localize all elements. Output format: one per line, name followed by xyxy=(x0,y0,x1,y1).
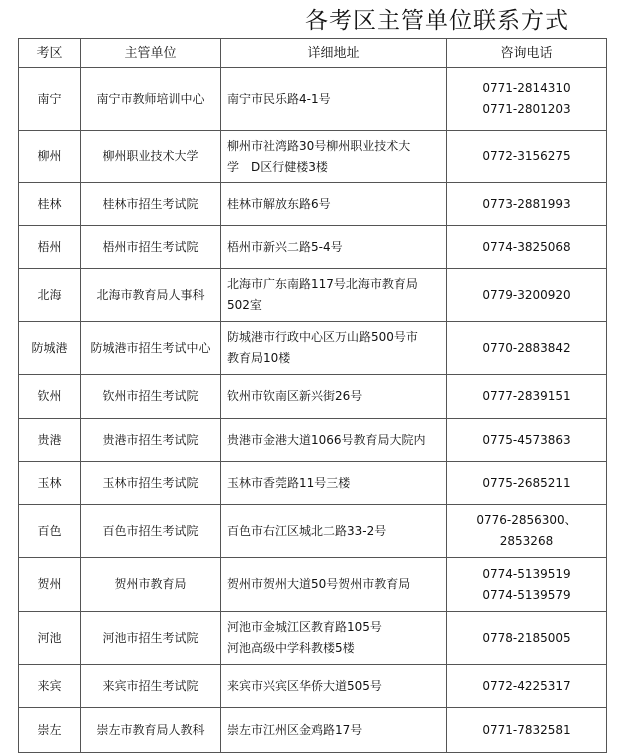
phone-number: 0773-2881993 xyxy=(482,196,571,211)
table-header-row xyxy=(19,39,607,68)
cell-phone xyxy=(447,505,607,558)
table-row xyxy=(19,131,607,183)
cell-address xyxy=(221,375,447,419)
table-row xyxy=(19,269,607,322)
table-row xyxy=(19,612,607,665)
phone-number: 0771-2814310 xyxy=(482,81,571,95)
cell-phone xyxy=(447,131,607,183)
cell-address xyxy=(221,665,447,708)
cell-unit: 崇左市教育局人教科 xyxy=(81,708,221,753)
table-row xyxy=(19,505,607,558)
phone-number: 0772-3156275 xyxy=(482,149,571,163)
cell-address xyxy=(221,68,447,131)
cell-region: 贵港 xyxy=(19,419,81,462)
cell-region: 来宾 xyxy=(19,665,81,708)
phone-number: 0779-3200920 xyxy=(482,287,571,302)
phone-number: 0771-2801203 xyxy=(482,102,571,116)
cell-phone xyxy=(447,226,607,269)
cell-address xyxy=(221,558,447,612)
cell-region: 梧州 xyxy=(19,226,81,269)
cell-region: 河池 xyxy=(19,612,81,665)
cell-phone xyxy=(447,612,607,665)
table-row xyxy=(19,183,607,226)
cell-unit: 来宾市招生考试院 xyxy=(81,665,221,708)
phone-number: 0771-7832581 xyxy=(482,722,571,737)
page-title: 各考区主管单位联系方式 xyxy=(305,8,569,34)
address-line: 桂林市解放东路6号 xyxy=(227,196,331,211)
table-row xyxy=(19,558,607,612)
cell-address xyxy=(221,505,447,558)
cell-address xyxy=(221,462,447,505)
phone-number: 0774-5139519 xyxy=(482,566,571,581)
cell-region: 玉林 xyxy=(19,462,81,505)
phone-number: 0776-2856300、 xyxy=(476,513,577,527)
address-line: 柳州市社湾路30号柳州职业技术大 xyxy=(227,138,411,153)
address-line: 教育局10楼 xyxy=(227,351,291,365)
table-row xyxy=(19,665,607,708)
phone-number: 0774-3825068 xyxy=(482,239,571,254)
cell-region: 防城港 xyxy=(19,322,81,375)
cell-unit: 贵港市招生考试院 xyxy=(81,419,221,462)
cell-region: 南宁 xyxy=(19,68,81,131)
address-line: 河池高级中学科教楼5楼 xyxy=(227,641,355,655)
cell-unit: 河池市招生考试院 xyxy=(81,612,221,665)
table-row xyxy=(19,226,607,269)
table-row xyxy=(19,375,607,419)
address-line: 贺州市贺州大道50号贺州市教育局 xyxy=(227,577,411,591)
cell-unit: 南宁市教师培训中心 xyxy=(81,68,221,131)
table-row xyxy=(19,68,607,131)
address-line: 防城港市行政中心区万山路500号市 xyxy=(227,330,418,344)
cell-phone xyxy=(447,462,607,505)
address-line: 梧州市新兴二路5-4号 xyxy=(227,239,343,254)
cell-unit: 钦州市招生考试院 xyxy=(81,375,221,419)
cell-phone xyxy=(447,419,607,462)
phone-number: 0775-2685211 xyxy=(482,475,571,490)
cell-phone xyxy=(447,269,607,322)
phone-number: 0778-2185005 xyxy=(482,630,571,645)
address-line: 崇左市江州区金鸡路17号 xyxy=(227,722,363,737)
phone-number: 2853268 xyxy=(499,534,554,548)
cell-region: 崇左 xyxy=(19,708,81,753)
phone-number: 0777-2839151 xyxy=(482,389,571,403)
cell-phone xyxy=(447,183,607,226)
cell-unit: 玉林市招生考试院 xyxy=(81,462,221,505)
cell-region: 柳州 xyxy=(19,131,81,183)
table-row xyxy=(19,322,607,375)
table-body xyxy=(19,68,607,753)
cell-unit: 柳州职业技术大学 xyxy=(81,131,221,183)
cell-phone xyxy=(447,68,607,131)
phone-number: 0770-2883842 xyxy=(482,340,571,355)
cell-address xyxy=(221,183,447,226)
cell-unit: 防城港市招生考试中心 xyxy=(81,322,221,375)
cell-region: 北海 xyxy=(19,269,81,322)
cell-address xyxy=(221,322,447,375)
cell-region: 桂林 xyxy=(19,183,81,226)
contact-table xyxy=(18,38,607,753)
address-line: 河池市金城江区教育路105号 xyxy=(227,620,382,634)
cell-phone xyxy=(447,708,607,753)
cell-region: 贺州 xyxy=(19,558,81,612)
cell-region: 百色 xyxy=(19,505,81,558)
cell-address xyxy=(221,612,447,665)
cell-address xyxy=(221,708,447,753)
header-unit: 主管单位 xyxy=(81,39,221,68)
table-row xyxy=(19,462,607,505)
address-line: 南宁市民乐路4-1号 xyxy=(227,91,331,106)
address-line: 学 D区行健楼3楼 xyxy=(227,159,328,174)
cell-unit: 梧州市招生考试院 xyxy=(81,226,221,269)
cell-phone xyxy=(447,558,607,612)
cell-region: 钦州 xyxy=(19,375,81,419)
cell-unit: 百色市招生考试院 xyxy=(81,505,221,558)
address-line: 来宾市兴宾区华侨大道505号 xyxy=(227,678,382,693)
phone-number: 0774-5139579 xyxy=(482,587,571,602)
table-row xyxy=(19,708,607,753)
address-line: 北海市广东南路117号北海市教育局 xyxy=(227,277,418,291)
phone-number: 0775-4573863 xyxy=(482,432,571,447)
cell-unit: 贺州市教育局 xyxy=(81,558,221,612)
cell-phone xyxy=(447,665,607,708)
cell-address xyxy=(221,226,447,269)
address-line: 百色市右江区城北二路33-2号 xyxy=(227,523,387,538)
table-row xyxy=(19,419,607,462)
address-line: 玉林市香莞路11号三楼 xyxy=(227,475,351,490)
cell-unit: 北海市教育局人事科 xyxy=(81,269,221,322)
cell-unit: 桂林市招生考试院 xyxy=(81,183,221,226)
cell-phone xyxy=(447,322,607,375)
address-line: 502室 xyxy=(227,298,262,312)
address-line: 钦州市钦南区新兴街26号 xyxy=(227,389,363,403)
address-line: 贵港市金港大道1066号教育局大院内 xyxy=(227,432,426,447)
cell-phone xyxy=(447,375,607,419)
cell-address xyxy=(221,131,447,183)
phone-number: 0772-4225317 xyxy=(482,678,571,693)
header-phone: 咨询电话 xyxy=(447,39,607,68)
header-region: 考区 xyxy=(19,39,81,68)
cell-address xyxy=(221,269,447,322)
header-address: 详细地址 xyxy=(221,39,447,68)
cell-address xyxy=(221,419,447,462)
